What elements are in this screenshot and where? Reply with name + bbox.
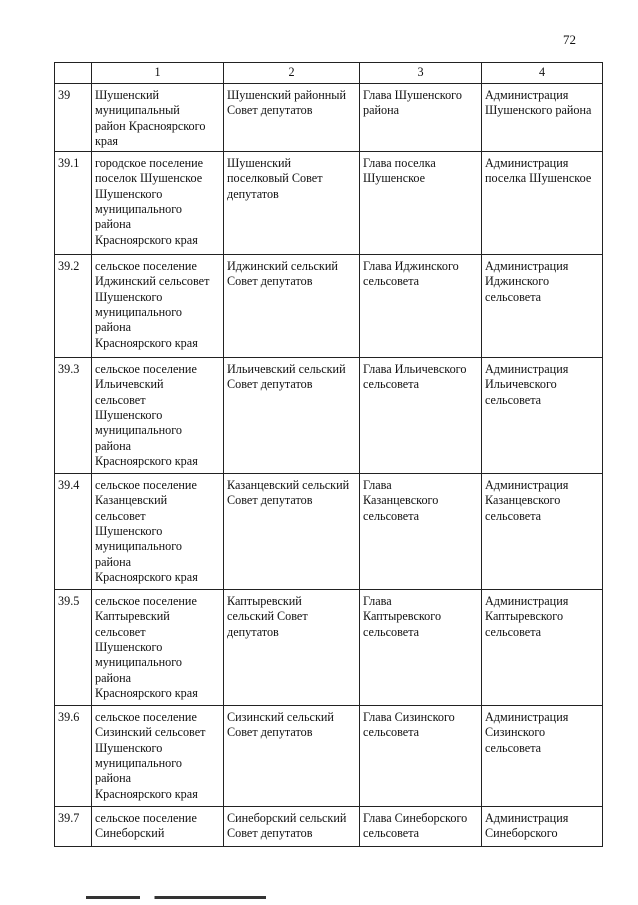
row-number: 39.4 bbox=[55, 474, 92, 590]
header-cell-2: 2 bbox=[224, 63, 360, 84]
administration-cell: Администрация поселка Шушенское bbox=[482, 152, 603, 255]
table-row bbox=[55, 255, 603, 358]
council-cell: Ильичевский сельский Совет депутатов bbox=[224, 358, 360, 474]
council-cell: Синеборский сельский Совет депутатов bbox=[224, 807, 360, 847]
municipality-cell: сельское поселение Сизинский сельсовет Шушенского муниципального района Красноярского края bbox=[92, 706, 224, 807]
head-cell: Глава Казанцевского сельсовета bbox=[360, 474, 482, 590]
table-row bbox=[55, 474, 603, 590]
head-cell: Глава Шушенского района bbox=[360, 84, 482, 152]
header-cell-4: 4 bbox=[482, 63, 603, 84]
table-row bbox=[55, 807, 603, 847]
municipality-cell: сельское поселение Иджинский сельсовет Шушенского муниципального района Красноярского края bbox=[92, 255, 224, 358]
municipality-cell: сельское поселение Ильичевский сельсовет Шушенского муниципального района Красноярского края bbox=[92, 358, 224, 474]
table-row bbox=[55, 152, 603, 255]
page-number: 72 bbox=[563, 32, 576, 47]
administration-cell: Администрация Каптыревского сельсовета bbox=[482, 590, 603, 706]
municipality-cell: городское поселение поселок Шушенское Шушенского муниципального района Красноярского края bbox=[92, 152, 224, 255]
municipality-cell: Шушенский муниципальный район Красноярского края bbox=[92, 84, 224, 152]
council-cell: Каптыревский сельский Совет депутатов bbox=[224, 590, 360, 706]
authorities-table bbox=[54, 62, 603, 847]
row-number: 39.6 bbox=[55, 706, 92, 807]
head-cell: Глава Синеборского сельсовета bbox=[360, 807, 482, 847]
row-number: 39.7 bbox=[55, 807, 92, 847]
row-number: 39.1 bbox=[55, 152, 92, 255]
administration-cell: Администрация Синеборского bbox=[482, 807, 603, 847]
header-cell-1: 1 bbox=[92, 63, 224, 84]
row-number: 39.5 bbox=[55, 590, 92, 706]
table-row bbox=[55, 590, 603, 706]
municipality-cell: сельское поселение Казанцевский сельсовет Шушенского муниципального района Красноярского края bbox=[92, 474, 224, 590]
table-header-row bbox=[55, 63, 603, 84]
council-cell: Иджинский сельский Совет депутатов bbox=[224, 255, 360, 358]
row-number: 39.3 bbox=[55, 358, 92, 474]
header-cell-3: 3 bbox=[360, 63, 482, 84]
council-cell: Сизинский сельский Совет депутатов bbox=[224, 706, 360, 807]
header-cell-num bbox=[55, 63, 92, 84]
administration-cell: Администрация Шушенского района bbox=[482, 84, 603, 152]
municipality-cell: сельское поселение Каптыревский сельсовет Шушенского муниципального района Красноярского края bbox=[92, 590, 224, 706]
administration-cell: Администрация Ильичевского сельсовета bbox=[482, 358, 603, 474]
administration-cell: Администрация Иджинского сельсовета bbox=[482, 255, 603, 358]
administration-cell: Администрация Казанцевского сельсовета bbox=[482, 474, 603, 590]
head-cell: Глава Сизинского сельсовета bbox=[360, 706, 482, 807]
table-row bbox=[55, 706, 603, 807]
table-row bbox=[55, 84, 603, 152]
administration-cell: Администрация Сизинского сельсовета bbox=[482, 706, 603, 807]
municipality-cell: сельское поселение Синеборский bbox=[92, 807, 224, 847]
cut-off-text-fragment bbox=[86, 896, 266, 899]
row-number: 39.2 bbox=[55, 255, 92, 358]
head-cell: Глава Иджинского сельсовета bbox=[360, 255, 482, 358]
council-cell: Казанцевский сельский Совет депутатов bbox=[224, 474, 360, 590]
council-cell: Шушенский поселковый Совет депутатов bbox=[224, 152, 360, 255]
council-cell: Шушенский районный Совет депутатов bbox=[224, 84, 360, 152]
head-cell: Глава Каптыревского сельсовета bbox=[360, 590, 482, 706]
head-cell: Глава поселка Шушенское bbox=[360, 152, 482, 255]
table-row bbox=[55, 358, 603, 474]
row-number: 39 bbox=[55, 84, 92, 152]
head-cell: Глава Ильичевского сельсовета bbox=[360, 358, 482, 474]
